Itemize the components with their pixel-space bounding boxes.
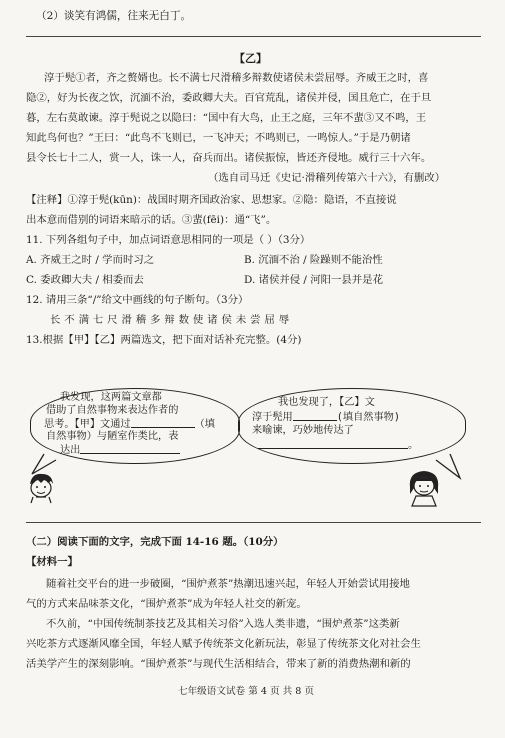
q11-option-c[interactable]: C. 委政卿大夫 / 相委而去 (26, 274, 144, 286)
top-line: （2）谈笑有鸿儒，往来无白丁。 (36, 10, 192, 22)
section-yi-title: 【乙】 (234, 52, 267, 65)
section-2-title: （二）阅读下面的文字，完成下面 14-16 题。（10分） (26, 536, 284, 548)
right-bubble-line-2: 淳于髡用 (填自然事物) (252, 412, 400, 423)
para-line-5: 县令长七十二人，赏一人，诛一人，奋兵而出。诸侯振惊，皆还齐侵地。威行三十六年。 (26, 152, 432, 164)
page-footer: 七年级语文试卷 第 4 页 共 8 页 (178, 686, 315, 697)
left-bubble-line-4: 自然事物）与陋室作类比，表 (46, 431, 179, 442)
left-bubble-line-1: 我发现，这两篇文章都 (60, 392, 162, 403)
material-line-1: 随着社交平台的进一步破圈，“围炉煮茶”热潮迅速兴起，年轻人开始尝试用接地 (46, 578, 410, 590)
left-bubble-line-3: 思考。【甲】文通过 （填 (44, 419, 215, 430)
para-line-3: 暮，左右莫敢谏。淳于髡说之以隐曰：“国中有大鸟，止王之庭，三年不蜚③又不鸣，王 (26, 112, 427, 124)
q13-stem: 13.根据【甲】【乙】两篇选文，把下面对话补充完整。(4分) (26, 334, 302, 346)
q11-option-a[interactable]: A. 齐威王之时 / 学而时习之 (26, 254, 155, 266)
right-answer-blank-2[interactable] (258, 438, 408, 449)
q11-stem: 11. 下列各组句子中，加点词语意思相同的一项是（ ）（3分） (26, 234, 311, 246)
material-1-label: 【材料一】 (26, 556, 78, 568)
material-line-4: 兴吃茶方式逐渐风靡全国，年轻人赋予传统茶文化新玩法，彰显了传统茶文化对社会生 (26, 638, 421, 650)
notes-line-1: 【注释】①淳于髡(kūn)：战国时期齐国政治家、思想家。②隐：隐语，不直接说 (26, 194, 397, 206)
q11-option-d[interactable]: D. 诸侯并侵 / 河阳一县并是花 (244, 274, 383, 286)
boy-figure-icon (24, 470, 58, 504)
material-line-3: 不久前，“中国传统制茶技艺及其相关习俗”入选人类非遗，“围炉煮茶”这类新 (46, 618, 400, 630)
left-bubble-line-5: 达出 (60, 443, 180, 457)
girl-figure-icon (404, 466, 444, 508)
material-line-5: 活美学产生的深刻影响。“围炉煮茶”与现代生活相结合，带来了新的消费热潮和新的 (26, 658, 411, 670)
para-line-1: 淳于髡①者，齐之赘婿也。长不满七尺滑稽多辩数使诸侯未尝屈辱。齐威王之时，喜 (44, 72, 429, 84)
notes-line-2: 出本意而借别的词语来暗示的话。③蜚(fēi)：通“飞”。 (26, 214, 277, 226)
left-answer-blank-1[interactable] (131, 417, 195, 428)
right-bubble-line-1: 我也发现了，【乙】文 (278, 397, 375, 408)
right-bubble-line-4: 。 (258, 438, 418, 452)
q11-option-b[interactable]: B. 沉湎不治 / 险躁则不能治性 (244, 254, 383, 266)
material-line-2: 气的方式来品味茶文化，“围炉煮茶”成为年轻人社交的新宠。 (26, 598, 307, 610)
right-bubble-line-3: 来喻谏，巧妙地传达了 (252, 425, 354, 436)
para-line-2: 隐②，好为长夜之饮，沉湎不治，委政卿大夫。百官荒乱，诸侯并侵，国且危亡，在于旦 (26, 92, 432, 104)
q12-sentence: 长 不 满 七 尺 滑 稽 多 辩 数 使 诸 侯 未 尝 屈 辱 (50, 314, 290, 326)
left-bubble-line-2: 借助了自然事物来表达作者的 (46, 405, 179, 416)
divider-top (26, 36, 481, 37)
q12-stem: 12. 请用三条“/”给文中画线的句子断句。（3分） (26, 294, 249, 306)
source-citation: （选自司马迁《史记·滑稽列传第六十六》，有删改） (208, 172, 446, 184)
left-answer-blank-2[interactable] (80, 443, 180, 454)
divider-mid (26, 522, 481, 523)
para-line-4: 知此鸟何也？”王曰：“此鸟不飞则已，一飞冲天；不鸣则已，一鸣惊人。”于是乃朝诸 (26, 132, 411, 144)
right-answer-blank-1[interactable] (293, 410, 337, 421)
